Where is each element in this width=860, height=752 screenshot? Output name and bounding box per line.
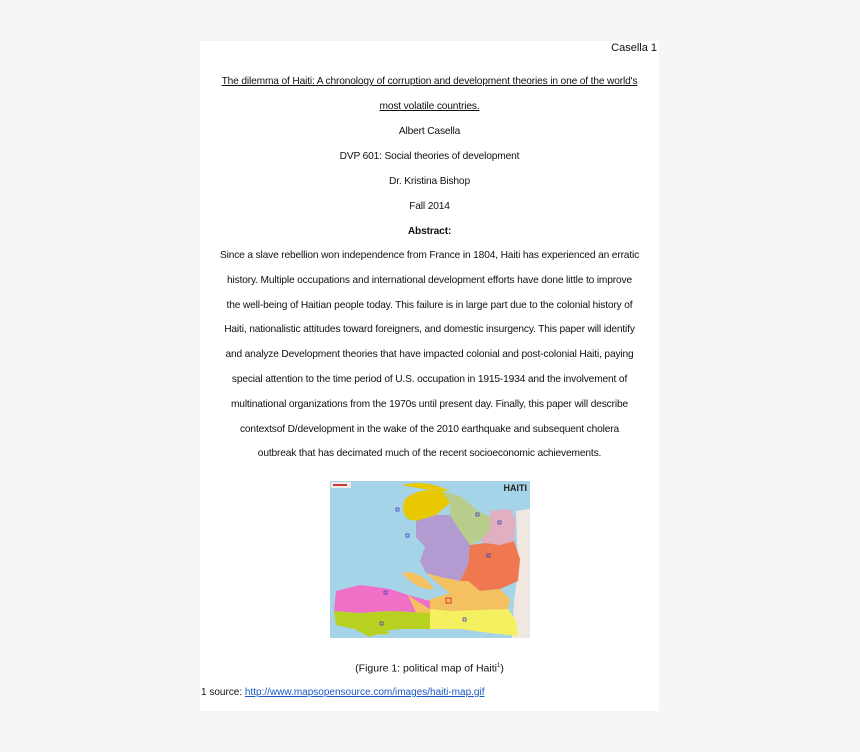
footnote	[201, 686, 484, 700]
abstract-line: multinational organizations from the 1970s until present day. Finally, this paper will describe	[230, 399, 629, 410]
abstract-heading: Abstract:	[407, 226, 452, 237]
abstract-line: history. Multiple occupations and international development efforts have done little to improve	[227, 275, 632, 286]
footnote-marker: 1 source:	[201, 687, 245, 698]
abstract-line: the well-being of Haitian people today. This failure is in large part due to the colonial history of	[226, 300, 633, 311]
haiti-political-map	[330, 481, 530, 638]
abstract-line: Haiti, nationalistic attitudes toward foreigners, and domestic insurgency. This paper will identify	[224, 324, 635, 335]
running-head: Casella 1	[611, 42, 657, 54]
abstract-line: contextsof D/development in the wake of the 2010 earthquake and subsequent cholera	[239, 424, 620, 435]
author: Albert Casella	[398, 126, 461, 137]
document-page	[200, 41, 659, 711]
abstract-line: and analyze Development theories that have impacted colonial and post-colonial Haiti, paying	[225, 349, 634, 360]
course: DVP 601: Social theories of development	[339, 151, 520, 162]
abstract-line: special attention to the time period of U.S. occupation in 1915-1934 and the involvement of	[231, 374, 628, 385]
term: Fall 2014	[409, 201, 450, 212]
caption-footnote-ref: 1	[496, 663, 501, 669]
title-line-1: The dilemma of Haiti: A chronology of corruption and development theories in one of the world's	[221, 76, 638, 87]
title-line-2: most volatile countries.	[379, 101, 480, 112]
map-title: HAITI	[503, 483, 527, 493]
figure-caption	[200, 659, 659, 676]
abstract-line: Since a slave rebellion won independence from France in 1804, Haiti has experienced an erratic	[219, 250, 640, 261]
caption-end: )	[500, 662, 504, 675]
abstract-line: outbreak that has decimated much of the recent socioeconomic achievements.	[257, 448, 602, 459]
instructor: Dr. Kristina Bishop	[389, 176, 470, 187]
source-link[interactable]: http://www.mapsopensource.com/images/haiti-map.gif	[244, 687, 485, 698]
caption-text: (Figure 1: political map of Haiti	[355, 662, 497, 675]
